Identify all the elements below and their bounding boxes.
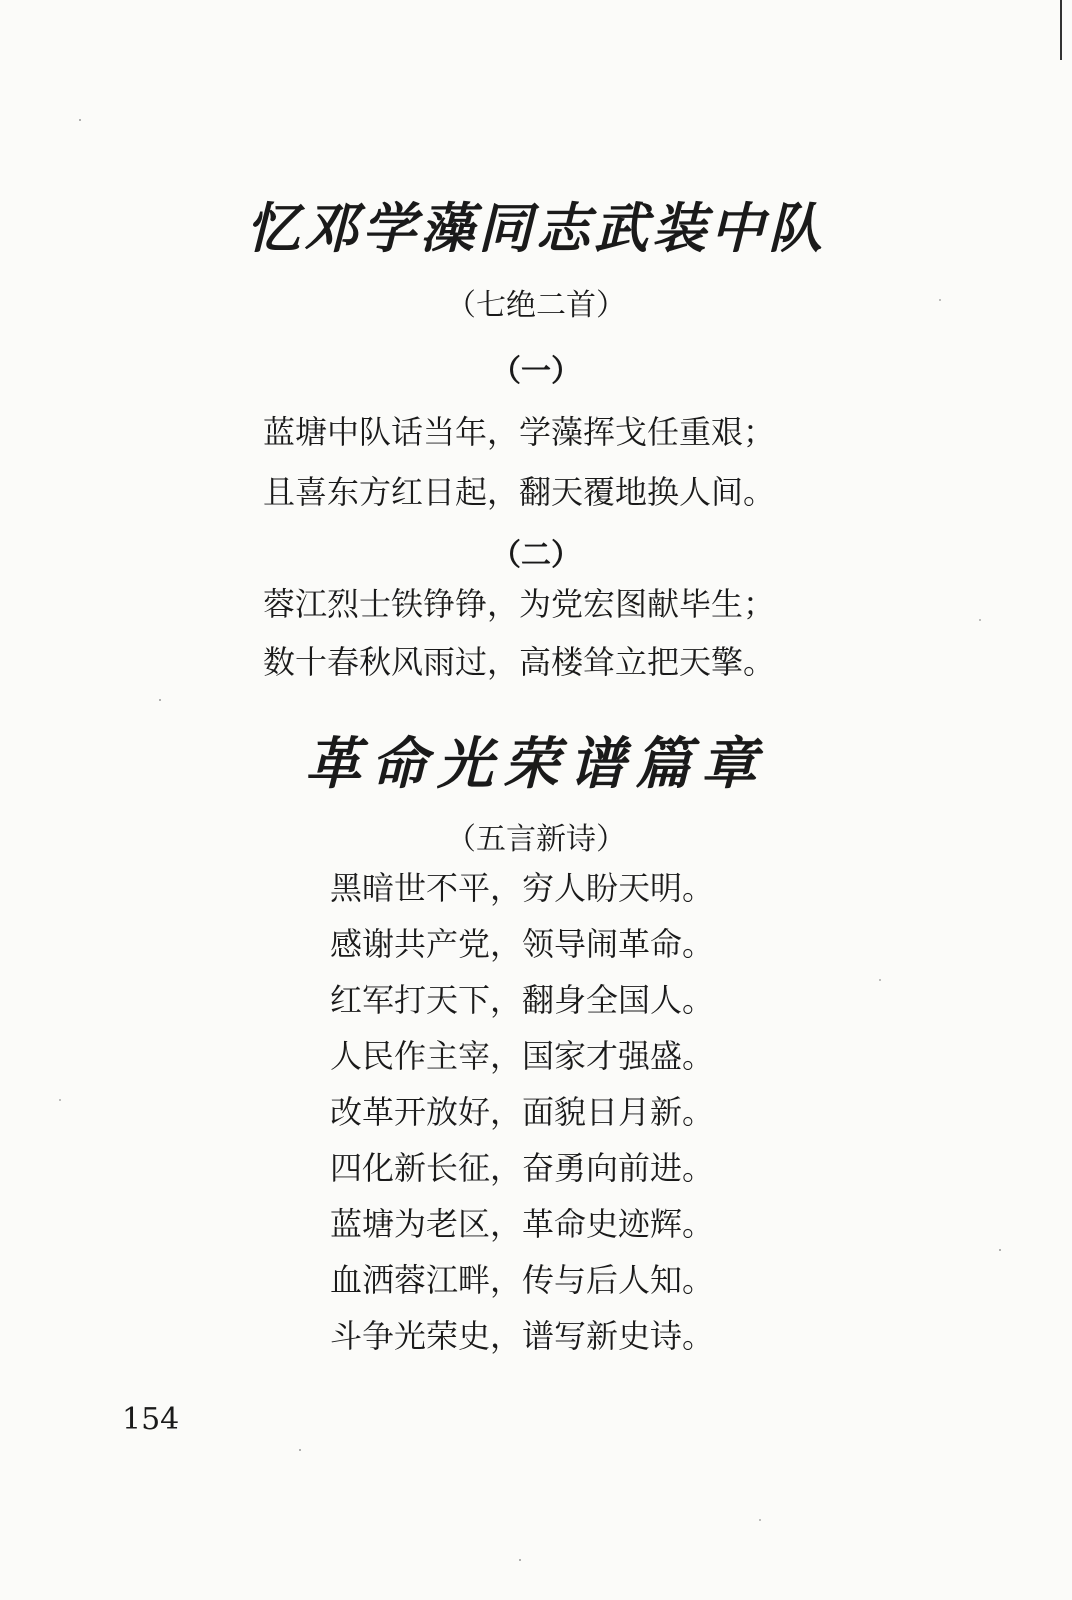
page-number: 154 (122, 1402, 180, 1437)
poem2-line-4: 人民作主宰，国家才强盛。 (330, 1037, 715, 1075)
poem2-line-3: 红军打天下，翻身全国人。 (330, 981, 715, 1019)
poem2-line-2: 感谢共产党，领导闹革命。 (330, 925, 715, 963)
poem2-line-5: 改革开放好，面貌日月新。 (330, 1093, 715, 1131)
poem2-line-8: 血洒蓉江畔，传与后人知。 (330, 1261, 715, 1299)
poem1-section-1-line-1: 蓝塘中队话当年，学藻挥戈任重艰； (263, 413, 776, 451)
poem2-line-7: 蓝塘为老区，革命史迹辉。 (330, 1205, 715, 1243)
poem1-section-2-label: （二） (491, 538, 581, 573)
poem2-subtitle: （五言新诗） (446, 822, 626, 857)
poem1-section-2-line-2: 数十春秋风雨过，高楼耸立把天擎。 (263, 643, 776, 681)
poem1-title: 忆邓学藻同志武装中队 (246, 196, 826, 260)
page-edge-mark (1060, 0, 1062, 60)
poem1-section-2-line-1: 蓉江烈士铁铮铮，为党宏图献毕生； (263, 585, 776, 623)
poem2-title: 革命光荣谱篇章 (305, 731, 767, 797)
poem1-section-1-line-2: 且喜东方红日起，翻天覆地换人间。 (263, 473, 776, 511)
poem2-line-1: 黑暗世不平，穷人盼天明。 (330, 869, 715, 907)
poem2-line-6: 四化新长征，奋勇向前进。 (330, 1149, 715, 1187)
poem1-subtitle: （七绝二首） (446, 288, 626, 323)
poem2-line-9: 斗争光荣史，谱写新史诗。 (330, 1317, 715, 1355)
poem1-section-1-label: （一） (491, 354, 581, 389)
